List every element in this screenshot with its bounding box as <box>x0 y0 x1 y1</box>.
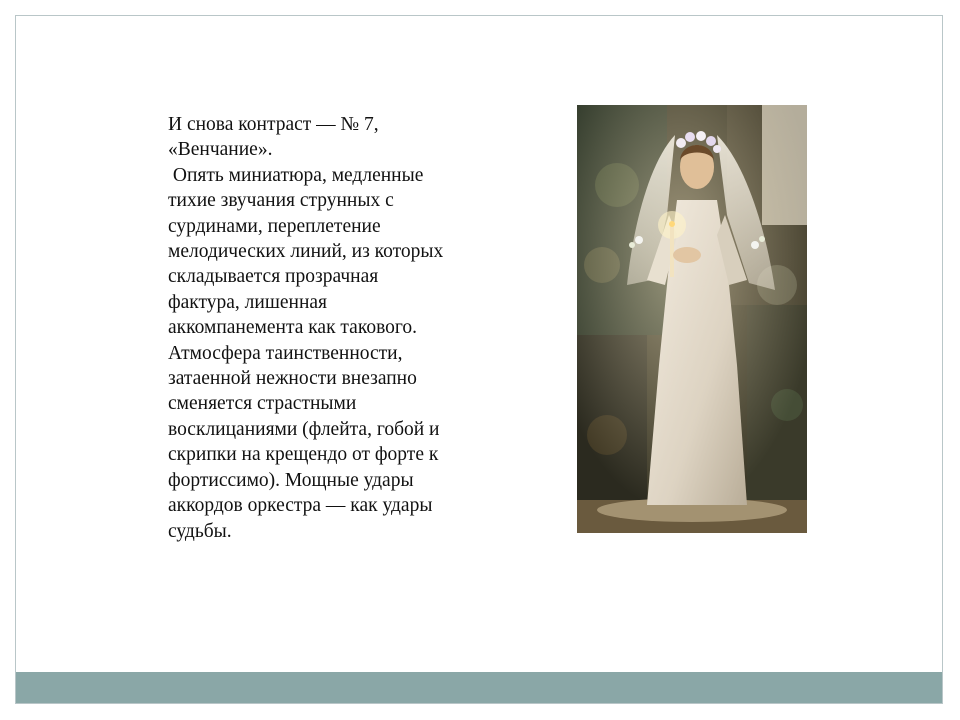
text-line: «Венчание». <box>168 139 273 161</box>
text-line: скрипки на крещендо от форте к <box>168 444 439 466</box>
text-line: И снова контраст — № 7, <box>168 114 379 135</box>
bride-painting <box>577 105 807 533</box>
text-line: сурдинами, переплетение <box>168 215 381 237</box>
text-line: мелодических линий, из которых <box>168 241 444 263</box>
text-line: фактура, лишенная <box>168 291 328 313</box>
text-line: аккордов оркестра — как удары <box>168 495 433 517</box>
text-line: фортиссимо). Мощные удары <box>168 469 414 491</box>
text-line: тихие звучания струнных с <box>168 190 394 212</box>
text-line: Опять миниатюра, медленные <box>168 164 424 186</box>
text-line: Атмосфера таинственности, <box>168 342 403 364</box>
text-line: судьбы. <box>168 520 232 542</box>
text-line: затаенной нежности внезапно <box>168 368 417 390</box>
text-line: складывается прозрачная <box>168 266 379 288</box>
slide-body-text <box>168 112 513 544</box>
footer-bar <box>16 672 942 703</box>
text-line: аккомпанемента как такового. <box>168 317 418 339</box>
text-line: восклицаниями (флейта, гобой и <box>168 418 440 440</box>
text-line: сменяется страстными <box>168 393 357 415</box>
